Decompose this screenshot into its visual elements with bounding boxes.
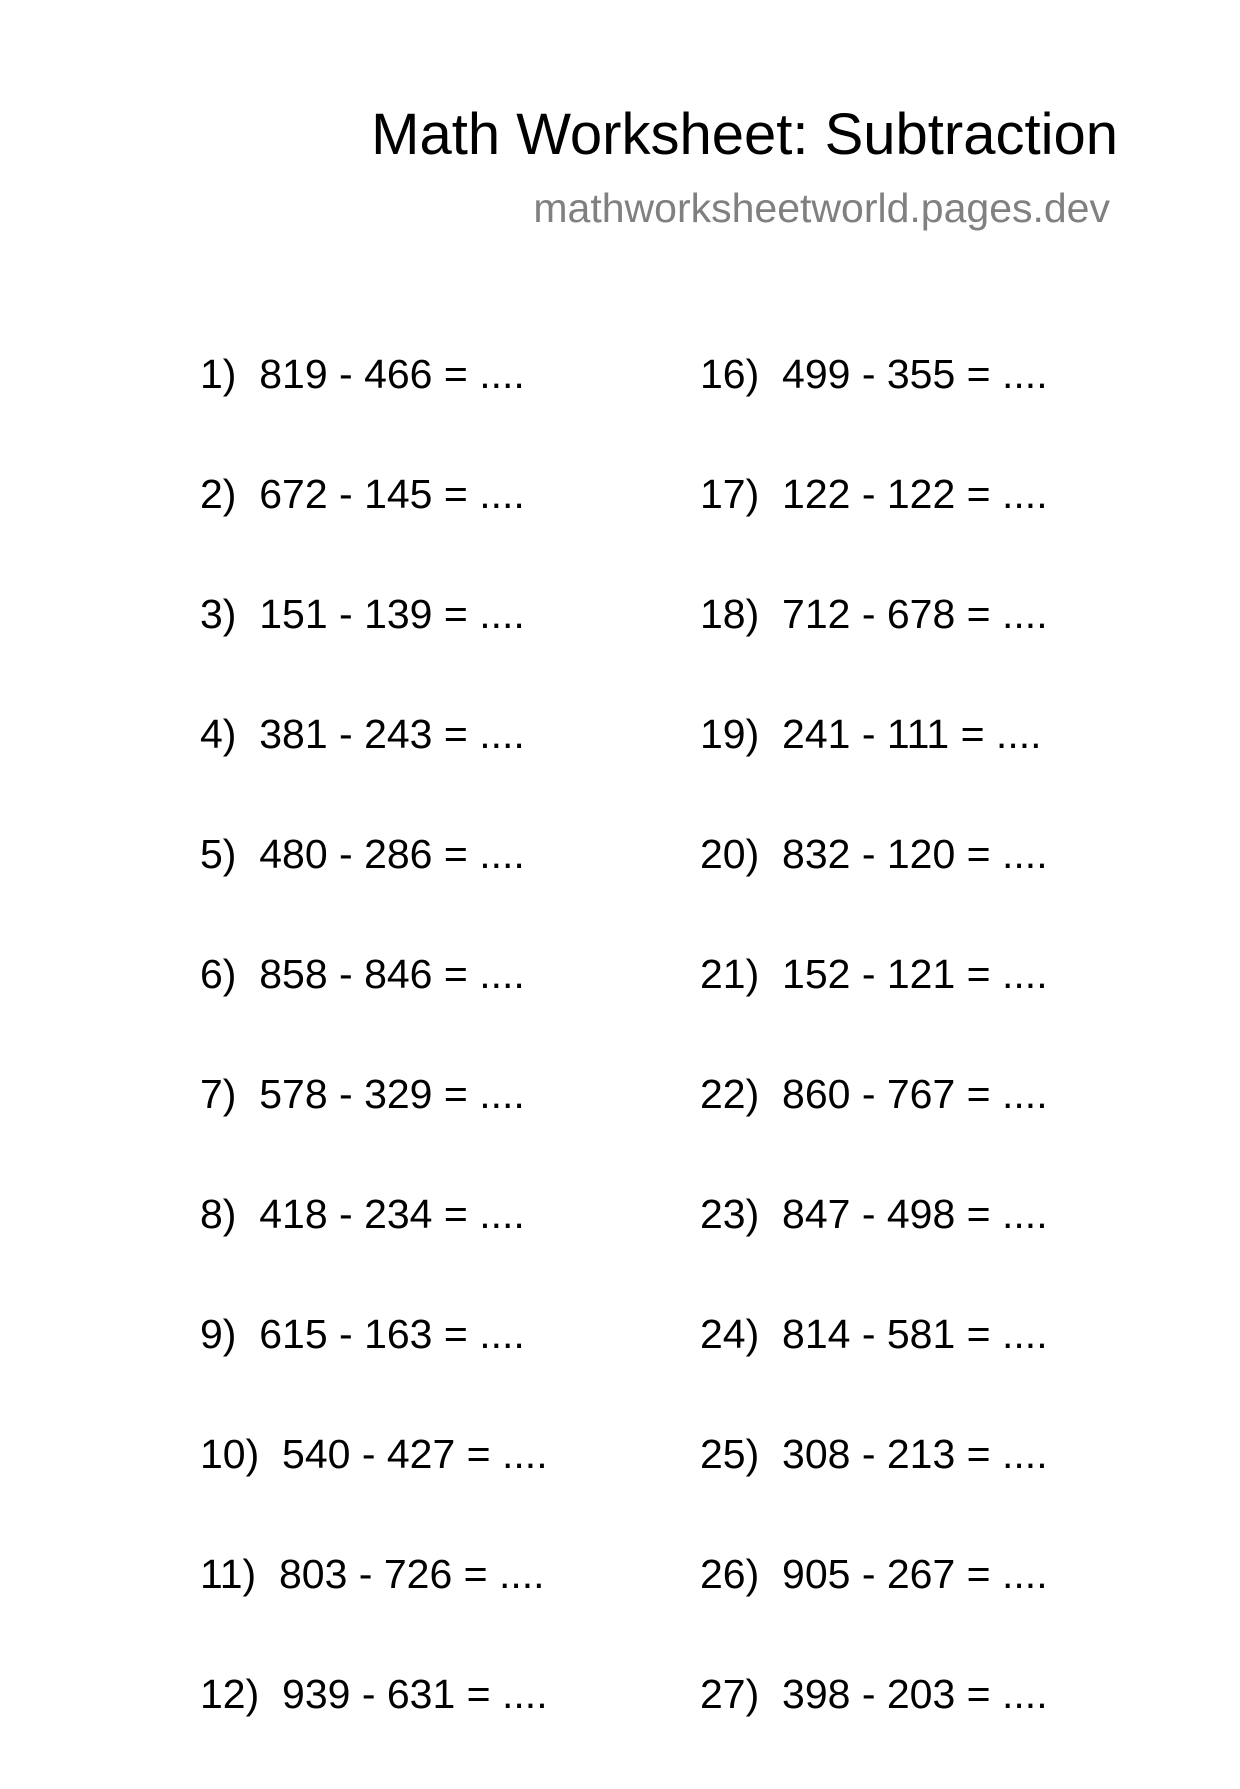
website-url: mathworksheetworld.pages.dev [533,185,1110,231]
problem-item: 25) 308 - 213 = .... [700,1431,1048,1477]
problem-item: 18) 712 - 678 = .... [700,591,1048,637]
problem-item: 8) 418 - 234 = .... [200,1191,525,1237]
problem-item: 2) 672 - 145 = .... [200,471,525,517]
problem-item: 5) 480 - 286 = .... [200,831,525,877]
problem-item: 22) 860 - 767 = .... [700,1071,1048,1117]
problem-item: 11) 803 - 726 = .... [200,1551,545,1597]
problem-item: 16) 499 - 355 = .... [700,351,1048,397]
problem-item: 26) 905 - 267 = .... [700,1551,1048,1597]
problem-item: 9) 615 - 163 = .... [200,1311,525,1357]
problem-item: 4) 381 - 243 = .... [200,711,525,757]
problem-item: 12) 939 - 631 = .... [200,1671,548,1717]
problem-column-right [700,349,1160,1789]
problem-item: 17) 122 - 122 = .... [700,471,1048,517]
problem-item: 3) 151 - 139 = .... [200,591,525,637]
problem-item: 6) 858 - 846 = .... [200,951,525,997]
problem-item: 19) 241 - 111 = .... [700,711,1042,757]
problem-item: 27) 398 - 203 = .... [700,1671,1048,1717]
problem-item: 21) 152 - 121 = .... [700,951,1048,997]
problem-item: 23) 847 - 498 = .... [700,1191,1048,1237]
problem-item: 24) 814 - 581 = .... [700,1311,1048,1357]
problem-item: 7) 578 - 329 = .... [200,1071,525,1117]
problem-column-left [200,349,660,1789]
page-title: Math Worksheet: Subtraction [371,102,1118,167]
problem-item: 20) 832 - 120 = .... [700,831,1048,877]
problem-item: 1) 819 - 466 = .... [200,351,525,397]
problem-item: 10) 540 - 427 = .... [200,1431,548,1477]
